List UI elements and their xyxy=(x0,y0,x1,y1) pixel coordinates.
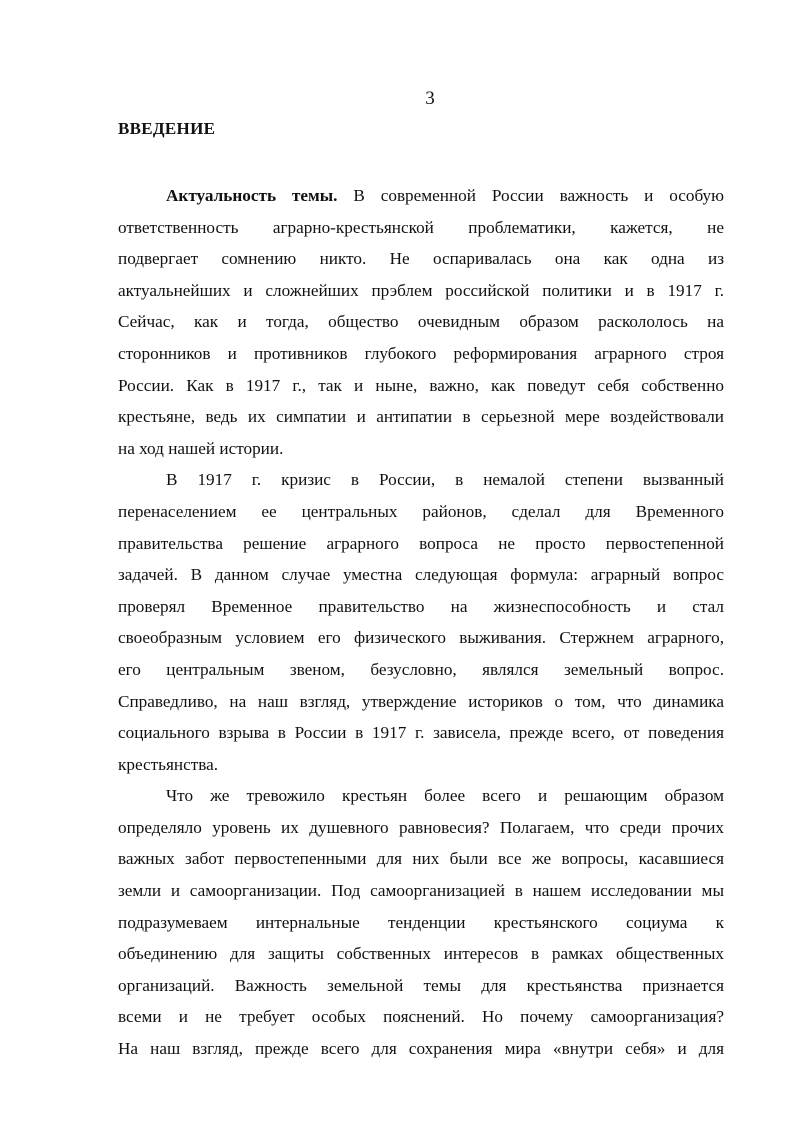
text-line: определяло уровень их душевного равновесия? Полагаем, что среди прочих xyxy=(118,817,724,837)
text-line: В 1917 г. кризис в России, в немалой степени вызванный xyxy=(166,470,724,490)
text-line: Сейчас, как и тогда, общество очевидным образом раскололось на xyxy=(118,312,724,332)
text-line: Актуальность темы. В современной России важность и особую xyxy=(166,186,724,205)
text-line: важных забот первостепенными для них были все же вопросы, касавшиеся xyxy=(118,849,724,869)
text-line: сторонников и противников глубокого реформирования аграрного строя xyxy=(118,343,724,363)
text-line: его центральным звеном, безусловно, являлся земельный вопрос. xyxy=(118,659,724,679)
section-heading: ВВЕДЕНИЕ xyxy=(118,119,216,138)
paragraph xyxy=(118,780,724,1064)
text-line: задачей. В данном случае уместна следующая формула: аграрный вопрос xyxy=(118,565,724,585)
text-line: земли и самоорганизации. Под самоорганизацией в нашем исследовании мы xyxy=(118,881,724,901)
text-line: актуальнейших и сложнейших прэблем российской политики и в 1917 г. xyxy=(118,280,724,300)
text-line: на ход нашей истории. xyxy=(118,438,284,458)
text-line: крестьяне, ведь их симпатии и антипатии в серьезной мере воздействовали xyxy=(118,407,724,427)
page-number: 3 xyxy=(425,88,435,109)
text-line: Справедливо, на наш взгляд, утверждение историков о том, что динамика xyxy=(118,691,724,711)
text-line: социального взрыва в России в 1917 г. зависела, прежде всего, от поведения xyxy=(118,723,724,743)
text-line: объединению для защиты собственных интересов в рамках общественных xyxy=(118,944,724,964)
text-line: На наш взгляд, прежде всего для сохранения мира «внутри себя» и для xyxy=(118,1039,724,1059)
text-line: крестьянства. xyxy=(118,754,219,774)
paragraph xyxy=(118,180,724,464)
text-line: России. Как в 1917 г., так и ныне, важно, как поведут себя собственно xyxy=(118,375,724,395)
paragraph xyxy=(118,464,724,780)
text-line: подвергает сомнению никто. Не оспаривалась она как одна из xyxy=(118,249,724,269)
body-text xyxy=(118,180,724,1065)
text-line: проверял Временное правительство на жизнеспособность и стал xyxy=(118,596,724,616)
text-line: ответственность аграрно-крестьянской проблематики, кажется, не xyxy=(118,217,724,237)
text-line: правительства решение аграрного вопроса не просто первостепенной xyxy=(118,533,724,553)
text-line: Что же тревожило крестьян более всего и решающим образом xyxy=(166,786,724,806)
text-line: организаций. Важность земельной темы для крестьянства признается xyxy=(118,975,724,995)
text-line: всеми и не требует особых пояснений. Но почему самоорганизация? xyxy=(118,1007,724,1027)
text-line: своеобразным условием его физического выживания. Стержнем аграрного, xyxy=(118,628,724,648)
lead-phrase: Актуальность темы. xyxy=(166,186,338,205)
text-line: подразумеваем интернальные тенденции крестьянского социума к xyxy=(118,912,724,932)
text-line: перенаселением ее центральных районов, сделал для Временного xyxy=(118,501,724,521)
